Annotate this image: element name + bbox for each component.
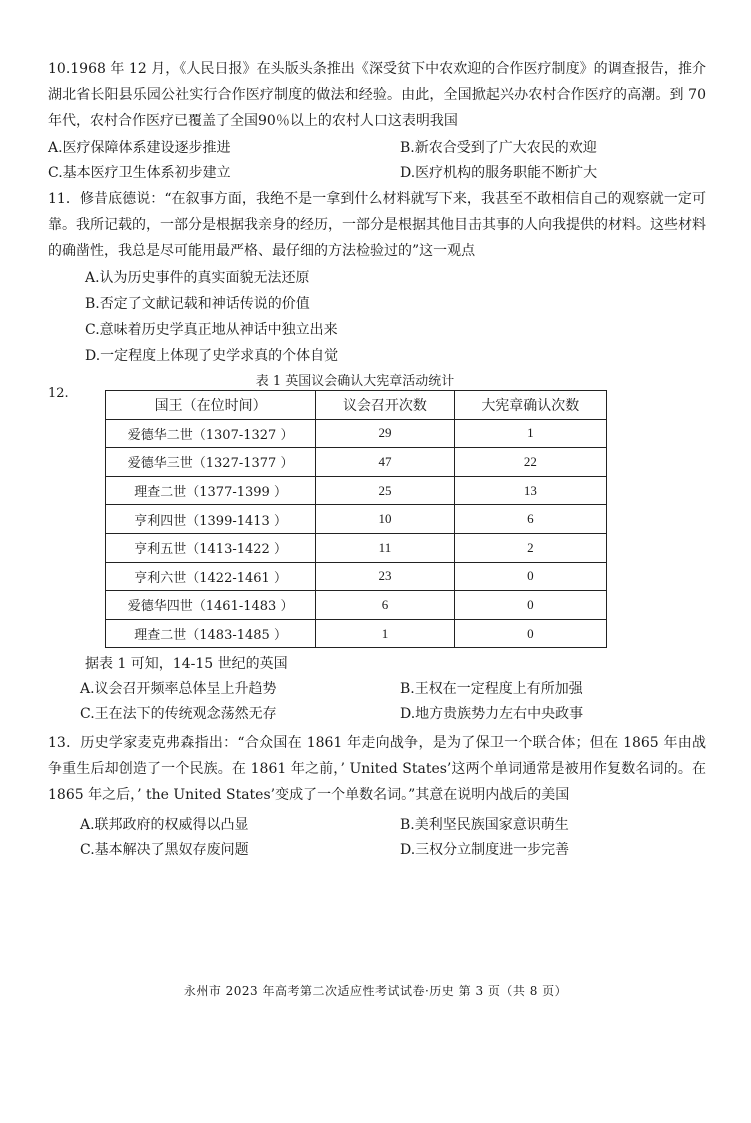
table-cell-king: 理查二世（1377-1399 ） [106,476,316,505]
table-cell-parliament-count: 6 [316,591,454,620]
table-cell-king: 爱德华二世（1307-1327 ） [106,419,316,448]
question-11-option-d: D.一定程度上体现了史学求真的个体自觉 [85,348,339,364]
table-cell-confirm-count: 22 [454,448,606,477]
question-11-options [85,265,685,369]
question-11-option-b: B.否定了文献记载和神话传说的价值 [85,296,310,312]
parliament-magna-carta-table [105,390,607,648]
table-header-confirm-count: 大宪章确认次数 [454,391,606,420]
table-row [106,476,607,505]
table-header-parliament-count: 议会召开次数 [316,391,454,420]
table-row [106,562,607,591]
table-cell-king: 爱德华四世（1461-1483 ） [106,591,316,620]
table-cell-parliament-count: 47 [316,448,454,477]
question-13-option-a: A.联邦政府的权威得以凸显 [80,817,249,833]
table-cell-confirm-count: 0 [454,562,606,591]
table-cell-parliament-count: 1 [316,619,454,648]
table-caption: 表 1 英国议会确认大宪章活动统计 [255,374,455,389]
table-cell-confirm-count: 0 [454,591,606,620]
question-10-option-d: D.医疗机构的服务职能不断扩大 [400,165,598,181]
table-cell-king: 爱德华三世（1327-1377 ） [106,448,316,477]
table-cell-king: 亨利五世（1413-1422 ） [106,533,316,562]
table-cell-confirm-count: 13 [454,476,606,505]
table-cell-parliament-count: 11 [316,533,454,562]
table-cell-confirm-count: 0 [454,619,606,648]
question-12-option-c: C.王在法下的传统观念荡然无存 [80,706,277,722]
table-cell-parliament-count: 25 [316,476,454,505]
table-cell-confirm-count: 1 [454,419,606,448]
table-cell-parliament-count: 29 [316,419,454,448]
table-row [106,619,607,648]
question-11-stem: 11．修昔底德说：“在叙事方面，我绝不是一拿到什么材料就写下来，我甚至不敢相信自己的观察就一定可靠。我所记载的，一部分是根据我亲身的经历，一部分是根据其他目击其事的人向我提供的材料。这些材料的确凿性，我总是尽可能用最严格、最仔细的方法检验过的”这一观点 [48,191,706,259]
question-10-option-c: C.基本医疗卫生体系初步建立 [48,165,231,181]
table-row [106,591,607,620]
question-11-option-a: A.认为历史事件的真实面貌无法还原 [85,270,310,286]
table-row [106,533,607,562]
table-cell-confirm-count: 6 [454,505,606,534]
table-header-king: 国王（在位时间） [106,391,316,420]
question-10-option-b: B.新农合受到了广大农民的欢迎 [400,140,597,156]
table-cell-parliament-count: 23 [316,562,454,591]
question-12-option-b: B.王权在一定程度上有所加强 [400,681,583,697]
question-12-number: 12. [48,386,69,401]
table-cell-confirm-count: 2 [454,533,606,562]
question-12-option-d: D.地方贵族势力左右中央政事 [400,706,584,722]
question-13-option-d: D.三权分立制度进一步完善 [400,842,570,858]
table-cell-king: 理查二世（1483-1485 ） [106,619,316,648]
question-12-option-a: A.议会召开频率总体呈上升趋势 [80,681,277,697]
page-footer: 永州市 2023 年高考第二次适应性考试试卷·历史 第 3 页（共 8 页） [183,984,568,998]
table-cell-parliament-count: 10 [316,505,454,534]
question-13-option-c: C.基本解决了黑奴存废问题 [80,842,249,858]
table-row [106,448,607,477]
question-12-stem: 据表 1 可知，14-15 世纪的英国 [85,656,288,672]
question-13-option-b: B.美利坚民族国家意识萌生 [400,817,569,833]
question-13-stem: 13．历史学家麦克弗森指出：“合众国在 1861 年走向战争，是为了保卫一个联合体；但在 1865 年由战争重生后却创造了一个民族。在 1861 年之前，’ United States’这两个单词通常是被用作复数名词的。在 1865 年之后，’ the United States’变成了一个单数名词。”其意在说明内战后的美国 [48,735,706,803]
question-10-option-a: A.医疗保障体系建设逐步推进 [48,140,231,156]
question-11-option-c: C.意味着历史学真正地从神话中独立出来 [85,322,338,338]
table-cell-king: 亨利四世（1399-1413 ） [106,505,316,534]
table-cell-king: 亨利六世（1422-1461 ） [106,562,316,591]
table-row [106,505,607,534]
table-header-row [106,391,607,420]
question-10-stem: 10.1968 年 12 月，《人民日报》在头版头条推出《深受贫下中农欢迎的合作医疗制度》的调查报告，推介湖北省长阳县乐园公社实行合作医疗制度的做法和经验。由此，全国掀起兴办农村合作医疗的高潮。到 70 年代，农村合作医疗已覆盖了全国90％以上的农村人口这表明我国 [48,61,706,129]
table-row [106,419,607,448]
